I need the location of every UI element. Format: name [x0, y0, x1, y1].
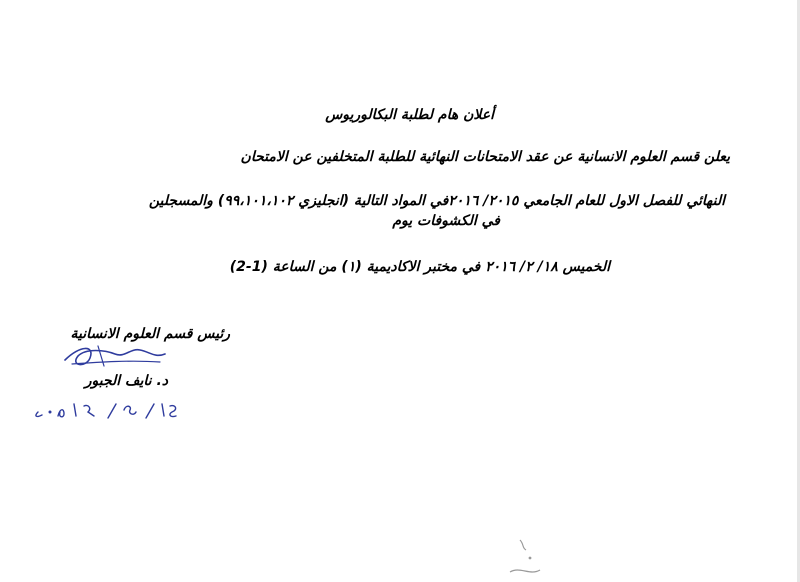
signatory-title: رئيس قسم العلوم الانسانية [70, 326, 230, 342]
exam-date-line: الخميس ١٨/ ٢/ ٢٠١٦ في مختبر الاكاديمية (١) من الساعة (1-2) [229, 259, 610, 275]
scan-artifact-icon [500, 532, 560, 582]
handwritten-date-icon [30, 398, 180, 422]
announcement-body-line-1: النهائي للفصل الاول للعام الجامعي ٢٠١٥/ ٢٠١٦في المواد التالية (انجليزي ٩٩،١٠١،١٠٢) والمسجلين [148, 193, 725, 209]
signatory-name: د. نايف الجبور [84, 373, 168, 389]
signature-icon [60, 340, 170, 372]
announcement-body-line-2: في الكشوفات يوم [392, 213, 500, 229]
handwritten-date [30, 398, 180, 422]
announcement-intro: يعلن قسم العلوم الانسانية عن عقد الامتحانات النهائية للطلبة المتخلفين عن الامتحان [240, 149, 730, 165]
announcement-title: أعلان هام لطلبة البكالوريوس [325, 107, 494, 123]
